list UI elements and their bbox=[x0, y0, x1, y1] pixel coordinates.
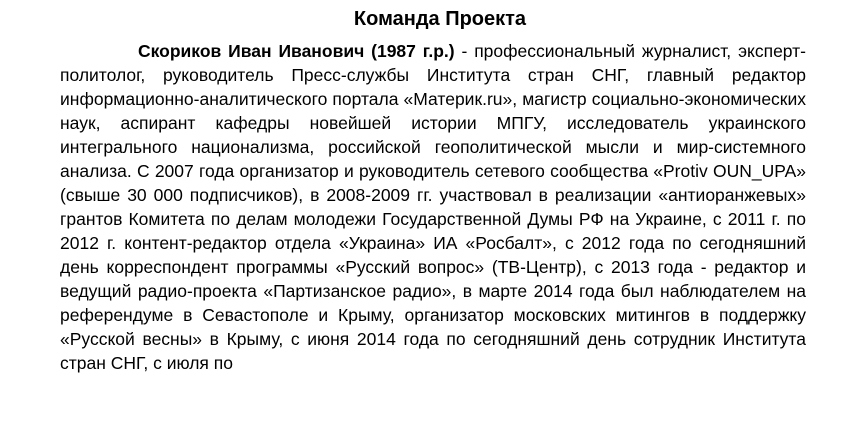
bio-paragraph bbox=[60, 39, 806, 375]
person-name: Скориков Иван Иванович (1987 г.р.) bbox=[138, 41, 455, 61]
page-title: Команда Проекта bbox=[353, 8, 527, 30]
bio-text: - профессиональный журналист, эксперт-политолог, руководитель Пресс-службы Института стран СНГ, главный редактор информационно-аналитического портала «Материк.ru», магистр социально-экономических наук, аспирант кафедры новейшей истории МПГУ, исследователь украинского интегрального национализма, российской геополитической мысли и мир-системного анализа. С 2007 года организатор и руководитель сетевого сообщества «Protiv OUN_UPA» (свыше 30 000 подписчиков), в 2008-2009 гг. участвовал в реализации «антиоранжевых» грантов Комитета по делам молодежи Государственной Думы РФ на Украине, с 2011 г. по 2012 г. контент-редактор отдела «Украина» ИА «Росбалт», с 2012 года по сегодняшний день корреспондент программы «Русский вопрос» (ТВ-Центр), с 2013 года - редактор и ведущий радио-проекта «Партизанское радио», в марте 2014 года был наблюдателем на референдуме в Севастополе и Крыму, организатор московских митингов в поддержку «Русской весны» в Крыму, с июня 2014 года по сегодняшний день сотрудник Института стран СНГ, с июля по bbox=[60, 41, 806, 373]
